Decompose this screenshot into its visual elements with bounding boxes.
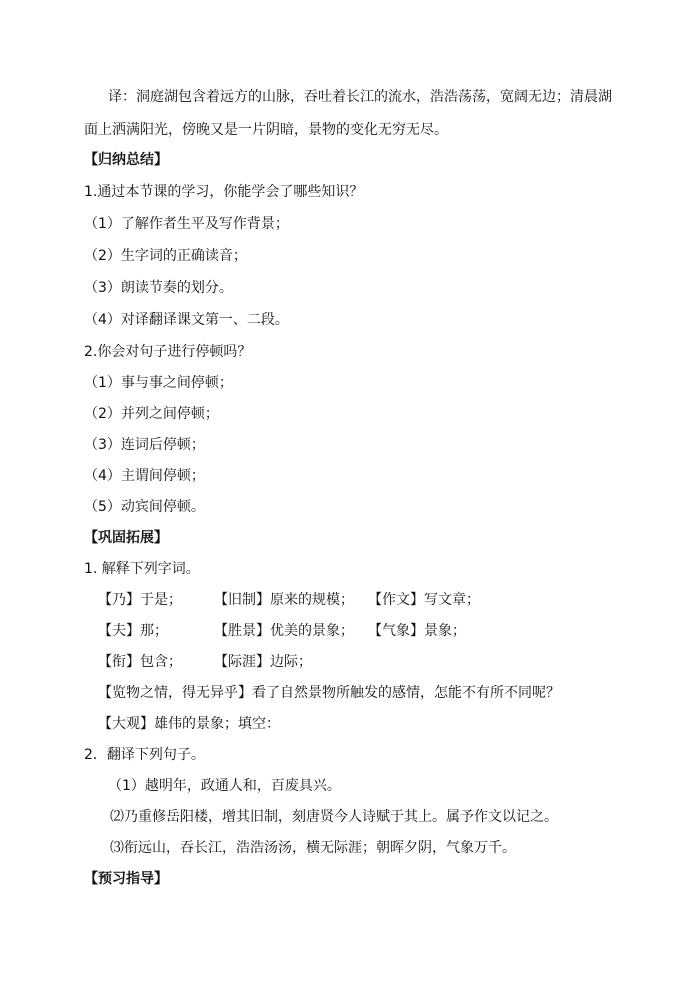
summary-q2-item: （3）连词后停顿； xyxy=(84,437,205,453)
consolidate-task-1: 1. 解释下列字词。 xyxy=(84,561,200,577)
translate-sentence: ⑶衔远山，吞长江，浩浩汤汤，横无际涯；朝晖夕阴，气象万千。 xyxy=(110,840,516,856)
definition-item: 【衔】包含； xyxy=(98,654,182,670)
summary-q2-item: （5）动宾间停顿。 xyxy=(84,499,205,515)
consolidate-heading: 【巩固拓展】 xyxy=(84,530,168,546)
definition-line-4: 【览物之情，得无异乎】看了自然景物所触发的感情，怎能不有所不同呢？ xyxy=(98,685,560,701)
definitions-row-1 xyxy=(98,590,480,610)
definition-item: 【际涯】边际； xyxy=(214,654,312,670)
summary-question-2: 2.你会对句子进行停顿吗？ xyxy=(84,344,252,360)
summary-heading: 【归纳总结】 xyxy=(84,152,168,168)
summary-q1-item: （3）朗读节奏的划分。 xyxy=(84,280,233,296)
definition-item: 【胜景】优美的景象； xyxy=(214,623,354,639)
definition-line-5: 【大观】雄伟的景象；填空： xyxy=(98,716,280,732)
translation-line-2: 面上洒满阳光，傍晚又是一片阴暗，景物的变化无穷无尽。 xyxy=(84,122,448,138)
consolidate-task-2: 2．翻译下列句子。 xyxy=(84,747,205,763)
summary-question-1: 1.通过本节课的学习，你能学会了哪些知识？ xyxy=(84,184,364,200)
translate-sentence: （1）越明年，政通人和，百废具兴。 xyxy=(108,778,341,794)
preview-heading: 【预习指导】 xyxy=(84,871,168,887)
summary-q2-item: （2）并列之间停顿； xyxy=(84,406,219,422)
definition-item: 【夫】那； xyxy=(98,623,168,639)
summary-q2-item: （4）主谓间停顿； xyxy=(84,468,205,484)
summary-q1-item: （1）了解作者生平及写作背景； xyxy=(84,216,289,232)
definitions-row-3 xyxy=(98,652,312,672)
definitions-row-2 xyxy=(98,621,466,641)
definition-item: 【作文】写文章； xyxy=(368,592,480,608)
translate-sentence: ⑵乃重修岳阳楼，增其旧制，刻唐贤今人诗赋于其上。属予作文以记之。 xyxy=(110,809,558,825)
summary-q1-item: （4）对译翻译课文第一、二段。 xyxy=(84,312,289,328)
translation-line-1: 译：洞庭湖包含着远方的山脉，吞吐着长江的流水，浩浩荡荡，宽阔无边；清晨湖 xyxy=(108,89,612,105)
definition-item: 【旧制】原来的规模； xyxy=(214,592,354,608)
definition-item: 【气象】景象； xyxy=(368,623,466,639)
summary-q1-item: （2）生字词的正确读音； xyxy=(84,248,247,264)
summary-q2-item: （1）事与事之间停顿； xyxy=(84,375,233,391)
definition-item: 【乃】于是； xyxy=(98,592,182,608)
